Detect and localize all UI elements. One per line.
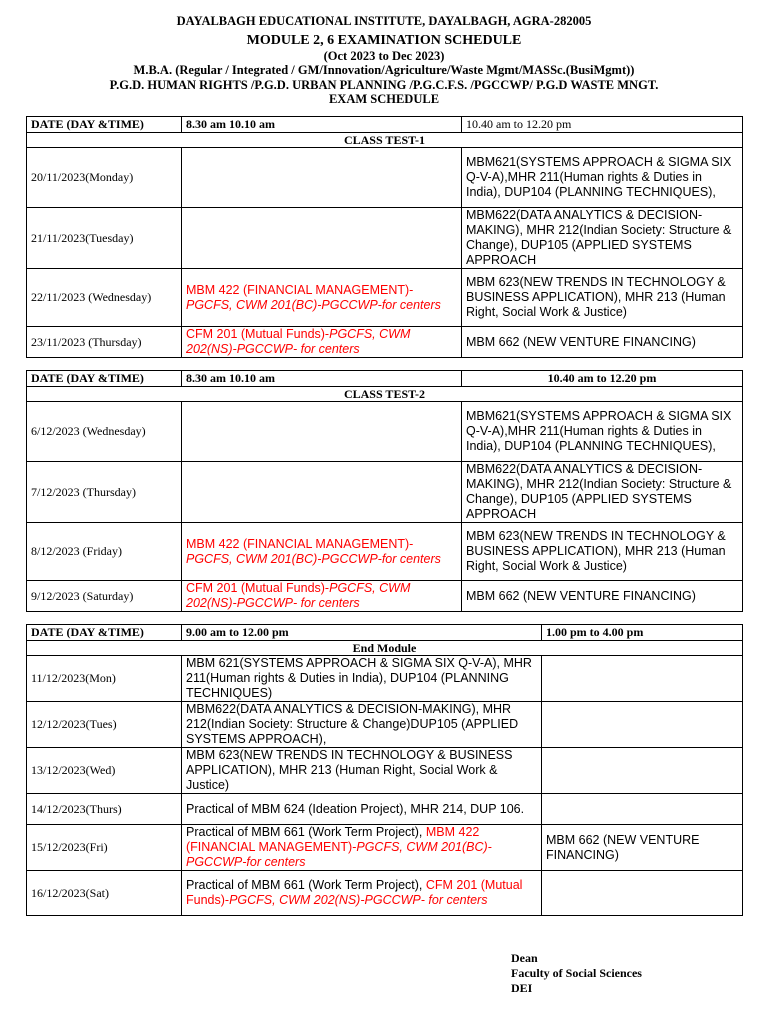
row-date: 13/12/2023(Wed) — [27, 748, 182, 794]
table-row — [27, 656, 743, 702]
row-slot-1: MBM 621(SYSTEMS APPROACH & SIGMA SIX Q-V-A), MHR 211(Human rights & Duties in India), DUP104 (PLANNING TECHNIQUES) — [182, 656, 542, 702]
row-date: 21/11/2023(Tuesday) — [27, 208, 182, 269]
course-programs: PGCFS, CWM 202(NS)-PGCCWP- for centers — [229, 893, 488, 907]
row-slot-1 — [182, 148, 462, 208]
header-slot-1: 8.30 am 10.10 am — [182, 371, 462, 387]
table-header-row — [27, 371, 743, 387]
row-slot-1 — [182, 871, 542, 916]
row-slot-2: MBM621(SYSTEMS APPROACH & SIGMA SIX Q-V-A),MHR 211(Human rights & Duties in India), DUP104 (PLANNING TECHNIQUES), — [462, 402, 743, 462]
course-programs: PGCFS, CWM 202(NS)-PGCCWP- for centers — [186, 327, 411, 356]
row-slot-1 — [182, 462, 462, 523]
course-programs: PGCFS, CWM 201(BC)-PGCCWP-for centers — [186, 840, 492, 869]
table-title: CLASS TEST-2 — [27, 387, 743, 402]
table-header-row — [27, 117, 743, 133]
row-date: 23/11/2023 (Thursday) — [27, 327, 182, 358]
signature-block — [511, 951, 642, 996]
row-slot-2: MBM621(SYSTEMS APPROACH & SIGMA SIX Q-V-A),MHR 211(Human rights & Duties in India), DUP104 (PLANNING TECHNIQUES), — [462, 148, 743, 208]
table-row — [27, 402, 743, 462]
row-date: 9/12/2023 (Saturday) — [27, 581, 182, 612]
table-row — [27, 208, 743, 269]
row-slot-2 — [542, 702, 743, 748]
table-row — [27, 581, 743, 612]
course-programs: PGCFS, CWM 201(BC)-PGCCWP-for centers — [186, 297, 441, 312]
row-slot-1: Practical of MBM 624 (Ideation Project), MHR 214, DUP 106. — [182, 794, 542, 825]
table-row — [27, 825, 743, 871]
row-slot-2: MBM 623(NEW TRENDS IN TECHNOLOGY & BUSINESS APPLICATION), MHR 213 (Human Right, Social Work & Justice) — [462, 269, 743, 327]
document-header — [0, 14, 768, 107]
row-date: 6/12/2023 (Wednesday) — [27, 402, 182, 462]
course-programs: PGCFS, CWM 201(BC)-PGCCWP-for centers — [186, 551, 441, 566]
table-header-row — [27, 625, 743, 641]
table-row — [27, 748, 743, 794]
row-slot-1 — [182, 402, 462, 462]
table-row — [27, 871, 743, 916]
table-title: CLASS TEST-1 — [27, 133, 743, 148]
header-slot-1: 9.00 am to 12.00 pm — [182, 625, 542, 641]
row-slot-2 — [542, 748, 743, 794]
course-name-red: MBM 422 (FINANCIAL MANAGEMENT)- — [186, 825, 480, 854]
header-date: DATE (DAY &TIME) — [27, 371, 182, 387]
row-slot-2: MBM 662 (NEW VENTURE FINANCING) — [462, 581, 743, 612]
header-slot-2: 1.00 pm to 4.00 pm — [542, 625, 743, 641]
row-slot-2 — [542, 871, 743, 916]
row-date: 14/12/2023(Thurs) — [27, 794, 182, 825]
row-slot-2 — [542, 794, 743, 825]
table-row — [27, 523, 743, 581]
end-module-table — [26, 624, 743, 916]
course-name: MBM 422 (FINANCIAL MANAGEMENT)- — [186, 536, 414, 551]
course-name: MBM 422 (FINANCIAL MANAGEMENT)- — [186, 282, 414, 297]
institute-name: DAYALBAGH EDUCATIONAL INSTITUTE, DAYALBAGH, AGRA-282005 — [176, 14, 592, 28]
row-date: 15/12/2023(Fri) — [27, 825, 182, 871]
header-slot-2: 10.40 am to 12.20 pm — [462, 371, 743, 387]
row-date: 8/12/2023 (Friday) — [27, 523, 182, 581]
row-date: 16/12/2023(Sat) — [27, 871, 182, 916]
header-date: DATE (DAY &TIME) — [27, 625, 182, 641]
header-slot-1: 8.30 am 10.10 am — [182, 117, 462, 133]
schedule-subtitle: EXAM SCHEDULE — [328, 92, 440, 106]
row-slot-2: MBM622(DATA ANALYTICS & DECISION-MAKING), MHR 212(Indian Society: Structure & Change), DUP105 (APPLIED SYSTEMS APPROACH — [462, 462, 743, 523]
row-slot-1 — [182, 523, 462, 581]
programs-line-1: M.B.A. (Regular / Integrated / GM/Innovation/Agriculture/Waste Mgmt/MASSc.(BusiMgmt)) — [133, 63, 635, 77]
course-name: CFM 201 (Mutual Funds)- — [186, 327, 330, 341]
row-slot-1 — [182, 208, 462, 269]
row-date: 7/12/2023 (Thursday) — [27, 462, 182, 523]
table-row — [27, 269, 743, 327]
row-slot-1 — [182, 581, 462, 612]
header-slot-2: 10.40 am to 12.20 pm — [462, 117, 743, 133]
row-slot-2: MBM 662 (NEW VENTURE FINANCING) — [542, 825, 743, 871]
row-date: 11/12/2023(Mon) — [27, 656, 182, 702]
programs-line-2: P.G.D. HUMAN RIGHTS /P.G.D. URBAN PLANNING /P.G.C.F.S. /PGCCWP/ P.G.D WASTE MNGT. — [109, 77, 659, 92]
row-slot-2: MBM622(DATA ANALYTICS & DECISION-MAKING), MHR 212(Indian Society: Structure & Change), DUP105 (APPLIED SYSTEMS APPROACH — [462, 208, 743, 269]
course-name: Practical of MBM 661 (Work Term Project), — [186, 878, 426, 892]
row-slot-1 — [182, 327, 462, 358]
row-date: 20/11/2023(Monday) — [27, 148, 182, 208]
table-row — [27, 462, 743, 523]
row-slot-1 — [182, 825, 542, 871]
row-slot-2: MBM 623(NEW TRENDS IN TECHNOLOGY & BUSINESS APPLICATION), MHR 213 (Human Right, Social Work & Justice) — [462, 523, 743, 581]
row-slot-1: MBM622(DATA ANALYTICS & DECISION-MAKING), MHR 212(Indian Society: Structure & Change)DUP105 (APPLIED SYSTEMS APPROACH), — [182, 702, 542, 748]
course-programs: PGCFS, CWM 202(NS)-PGCCWP- for centers — [186, 581, 411, 610]
table-title: End Module — [27, 641, 743, 656]
table-row — [27, 702, 743, 748]
course-name: Practical of MBM 661 (Work Term Project), — [186, 825, 426, 839]
class-test-1-table — [26, 116, 743, 358]
schedule-title: MODULE 2, 6 EXAMINATION SCHEDULE — [246, 32, 522, 48]
course-name: CFM 201 (Mutual Funds)- — [186, 581, 330, 595]
schedule-period: (Oct 2023 to Dec 2023) — [323, 48, 445, 63]
table-row — [27, 148, 743, 208]
course-name-red: CFM 201 (Mutual Funds)- — [186, 878, 523, 907]
row-slot-2: MBM 662 (NEW VENTURE FINANCING) — [462, 327, 743, 358]
table-row — [27, 327, 743, 358]
signatory-institute: DEI — [511, 981, 533, 995]
signatory-title: Dean — [511, 951, 538, 965]
row-slot-2 — [542, 656, 743, 702]
table-row — [27, 794, 743, 825]
row-slot-1 — [182, 269, 462, 327]
row-date: 22/11/2023 (Wednesday) — [27, 269, 182, 327]
row-slot-1: MBM 623(NEW TRENDS IN TECHNOLOGY & BUSINESS APPLICATION), MHR 213 (Human Right, Social Work & Justice) — [182, 748, 542, 794]
row-date: 12/12/2023(Tues) — [27, 702, 182, 748]
class-test-2-table — [26, 370, 743, 612]
signatory-faculty: Faculty of Social Sciences — [511, 966, 642, 980]
header-date: DATE (DAY &TIME) — [27, 117, 182, 133]
